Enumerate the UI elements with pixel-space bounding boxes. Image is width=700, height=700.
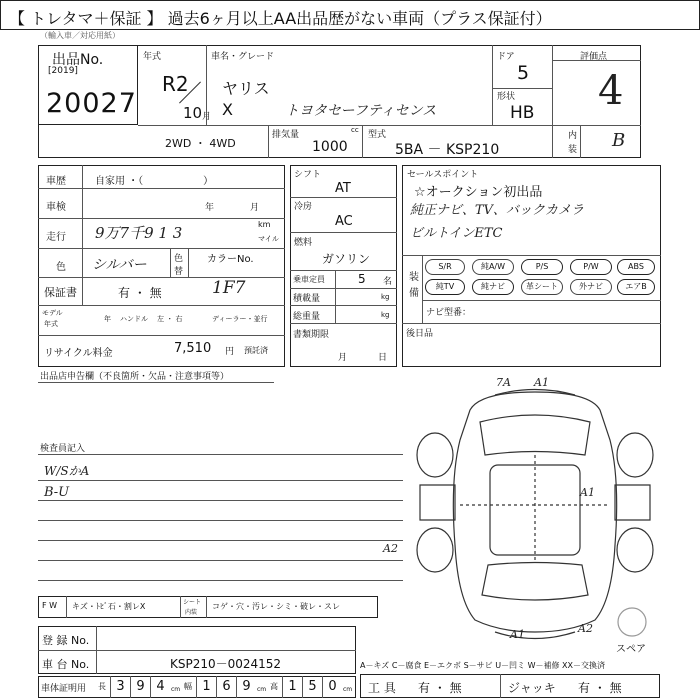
model-code-label: 型式 xyxy=(368,130,387,140)
equipment-navi-divider xyxy=(422,300,661,301)
mileage-unit-mile: マイル xyxy=(258,235,279,243)
doors-value: 5 xyxy=(517,62,530,84)
capacity-label: 乗車定員 xyxy=(293,275,325,284)
color-value: シルバー xyxy=(92,257,147,273)
tools-divider xyxy=(500,674,501,698)
model-name: ヤリス xyxy=(222,79,270,98)
recycle-label: リサイクル料金 xyxy=(44,348,113,359)
seller-notes-label: 出品店申告欄（不良箇所・欠品・注意事項等） xyxy=(40,372,230,382)
recycle-unit: 円 xyxy=(225,347,235,357)
fw-items: キズ・ﾄﾋﾞ石・割レX xyxy=(72,602,146,611)
displacement-unit: cc xyxy=(351,126,359,134)
chassis-label: 車 台 No. xyxy=(42,658,90,671)
damage-mark-3: A2 xyxy=(383,542,398,555)
gross-unit: kg xyxy=(381,311,390,319)
insp-line-1 xyxy=(38,454,403,455)
cert-digit: 9 xyxy=(236,676,256,698)
capacity-unit: 名 xyxy=(383,277,393,287)
cert-dimension-label: 長 xyxy=(98,682,106,691)
recycle-note: 預託済 xyxy=(244,346,268,355)
history-label: 車歴 xyxy=(46,176,66,187)
score-underline xyxy=(552,60,641,61)
mt-row-6 xyxy=(290,323,397,324)
equipment-label-col xyxy=(422,255,423,323)
doors-right-divider xyxy=(552,45,553,158)
inspection-label: 車検 xyxy=(46,202,66,213)
drive-text: 2WD ・ 4WD xyxy=(165,137,236,150)
doc-day: 日 xyxy=(378,353,388,363)
equipment-top xyxy=(402,255,661,256)
left-table xyxy=(38,165,285,367)
car-damage-diagram xyxy=(400,370,670,660)
after-divider xyxy=(402,323,661,324)
displacement-value: 1000 xyxy=(312,139,348,155)
damage-mark-1: 7A xyxy=(496,376,511,389)
year-divider xyxy=(206,45,207,125)
damage-mark-6: A1 xyxy=(510,628,525,641)
load-unit: kg xyxy=(381,293,390,301)
lot-year-tag: [2019] xyxy=(48,66,78,76)
inspection-year: 年 xyxy=(205,203,215,213)
doors-label: ドア xyxy=(497,52,515,62)
insp-line-6 xyxy=(38,560,403,561)
fuel-label: 燃料 xyxy=(294,238,313,248)
cert-digit: 4 xyxy=(150,676,170,698)
equipment-item: 純ナビ xyxy=(472,279,514,295)
cert-digit: 6 xyxy=(216,676,236,698)
color-no-value: 1F7 xyxy=(212,278,246,298)
recycle-value: 7,510 xyxy=(174,341,212,356)
damage-mark-2: A1 xyxy=(534,376,549,389)
interior-divider xyxy=(580,125,581,158)
cert-digit: 9 xyxy=(130,676,150,698)
spare-label: スペア xyxy=(616,644,646,655)
load-label: 積載量 xyxy=(293,294,321,304)
model-note: トヨタセーフティセンス xyxy=(285,103,437,119)
sales-point-line1: 純正ナビ、TV、バックカメラ xyxy=(410,203,584,218)
displacement-divider xyxy=(362,125,363,158)
insp-line-5 xyxy=(38,540,403,541)
insp-line-4 xyxy=(38,520,403,521)
mt-col xyxy=(335,270,336,323)
cert-digit: 1 xyxy=(196,676,216,698)
year-era: R2 xyxy=(162,72,189,96)
cert-label: 車体証明用 xyxy=(41,684,87,694)
year-label: 年式 xyxy=(143,52,162,62)
color-change-2: 替 xyxy=(174,267,184,277)
lt-row-1 xyxy=(38,188,285,189)
year-month-suffix: 月 xyxy=(202,112,212,122)
mt-row-3 xyxy=(290,270,397,271)
left-table-col xyxy=(82,165,83,305)
mt-row-1 xyxy=(290,197,397,198)
cert-dimension-label: 高 xyxy=(270,682,278,691)
fw-label: F W xyxy=(42,601,58,610)
body-type-label: 形状 xyxy=(497,92,516,102)
color-change-divider xyxy=(170,248,171,277)
jack-value: 有 ・ 無 xyxy=(578,681,622,695)
damage-legend: A－キズ C－腐食 E－エクボ S－サビ U－凹ミ W－補修 XX－交換済 xyxy=(360,661,606,670)
doc-label: 書類期限 xyxy=(293,330,330,340)
mileage-unit-km: km xyxy=(258,220,271,229)
seller-notes-underline xyxy=(38,382,274,383)
inspector-line1: W/SかA xyxy=(44,464,90,478)
ac-value: AC xyxy=(335,214,353,229)
shift-value: AT xyxy=(335,181,351,196)
seat-items: コゲ・穴・汚レ・シミ・破レ・スレ xyxy=(212,602,340,611)
cert-dimension-label: 幅 xyxy=(184,682,192,691)
lt-row-2 xyxy=(38,218,285,219)
year-month: 10 xyxy=(183,104,203,122)
score-interior-divider xyxy=(552,125,641,126)
equipment-item: ABS xyxy=(617,259,655,275)
equipment-item: 純TV xyxy=(425,279,465,295)
warranty-value: 有 ・ 無 xyxy=(118,286,162,300)
equipment-item: S/R xyxy=(425,259,465,275)
cert-digit: 0 xyxy=(322,676,342,698)
inspection-month: 月 xyxy=(250,203,260,213)
header-strip: （輸入車／対応用紙） xyxy=(40,31,120,40)
mt-row-4 xyxy=(290,288,397,289)
shift-label: シフト xyxy=(294,170,322,180)
lot-label: 出品No. xyxy=(52,52,104,68)
handle-label: ハンドル xyxy=(120,315,148,323)
reg-col xyxy=(96,626,97,674)
insp-line-3 xyxy=(38,500,403,501)
history-value: 自家用 ・（ ） xyxy=(95,176,214,187)
fuel-value: ガソリン xyxy=(322,252,371,266)
model-code-value: 5BA － KSP210 xyxy=(395,142,500,158)
cert-digit: 5 xyxy=(302,676,322,698)
score-label: 評価点 xyxy=(580,52,608,62)
interior-value: B xyxy=(612,130,626,151)
cert-unit: cm xyxy=(171,686,181,693)
score-value: 4 xyxy=(598,68,624,114)
color-label: 色 xyxy=(56,262,66,273)
inspector-label: 検査員記入 xyxy=(40,444,86,454)
mt-row-5 xyxy=(290,305,397,306)
model-divider xyxy=(492,45,493,125)
banner-text: 【 トレタマ＋保証 】 過去6ヶ月以上AA出品歴がない車両（プラス保証付） xyxy=(9,9,552,28)
capacity-value: 5 xyxy=(358,272,366,286)
model-label: 車名・グレード xyxy=(211,52,275,62)
navi-model-label: ナビ型番： xyxy=(426,308,472,318)
equipment-item: P/W xyxy=(570,259,612,275)
gross-label: 総重量 xyxy=(293,312,321,322)
cert-digit: 3 xyxy=(110,676,130,698)
lt-row-6 xyxy=(38,335,285,336)
lot-number: 20027 xyxy=(46,88,137,119)
interior-label-1: 内 xyxy=(568,131,578,141)
banner xyxy=(0,0,700,30)
cert-digit: 1 xyxy=(282,676,302,698)
tools-label: 工 具 xyxy=(368,681,396,695)
body-type-value: HB xyxy=(510,103,535,123)
color-no-label: カラーNo. xyxy=(207,254,254,265)
damage-mark-4: A1 xyxy=(580,486,595,499)
displacement-label: 排気量 xyxy=(272,130,300,140)
sales-point-label: セールスポイント xyxy=(407,170,479,180)
insp-line-2 xyxy=(38,480,403,481)
sales-point-line2: ビルトインETC xyxy=(410,226,503,241)
equipment-item: P/S xyxy=(521,259,563,275)
fw-col-1 xyxy=(66,596,67,618)
equipment-item: 純A/W xyxy=(472,259,514,275)
model-year-label-1: モデル xyxy=(42,309,63,317)
fw-col-3 xyxy=(206,596,207,618)
equipment-item: 革シート xyxy=(521,279,563,295)
drive-divider xyxy=(268,125,269,158)
warranty-label: 保証書 xyxy=(44,286,77,299)
mileage-label: 走行 xyxy=(46,232,66,243)
handle-value: 左 ・ 右 xyxy=(157,315,183,323)
header-row2-divider xyxy=(138,125,552,126)
seat-label-2: 内装 xyxy=(185,609,198,616)
equipment-item: 外ナビ xyxy=(570,279,612,295)
doc-month: 月 xyxy=(338,353,348,363)
color-no-divider xyxy=(188,248,189,277)
dealer-label: ディーラー・並行 xyxy=(212,315,268,323)
inspector-line2: B-U xyxy=(44,485,70,500)
fw-col-2 xyxy=(180,596,181,618)
after-label: 後日品 xyxy=(406,329,434,339)
seat-label-1: シート xyxy=(183,599,202,606)
equipment-label-2: 備 xyxy=(409,288,419,299)
jack-label: ジャッキ xyxy=(508,681,556,695)
sales-point-headline: ☆オークション初出品 xyxy=(414,185,543,200)
tools-value: 有 ・ 無 xyxy=(418,681,462,695)
reg-label: 登 録 No. xyxy=(42,634,90,647)
lt-row-3 xyxy=(38,248,285,249)
chassis-value: KSP210－0024152 xyxy=(170,657,282,671)
model-grade: X xyxy=(222,100,233,119)
mt-row-2 xyxy=(290,232,397,233)
reg-divider xyxy=(38,650,356,651)
damage-mark-5: A2 xyxy=(578,622,593,635)
color-change-1: 色 xyxy=(174,254,184,264)
model-year-label-2: 年式 xyxy=(44,320,58,328)
lt-row-5 xyxy=(38,305,285,306)
interior-label-2: 装 xyxy=(568,145,578,155)
mileage-value: 9万7千9 1 3 xyxy=(95,224,183,242)
lt-row-4 xyxy=(38,277,285,278)
insp-line-7 xyxy=(38,580,403,581)
ac-label: 冷房 xyxy=(294,202,313,212)
model-year-unit: 年 xyxy=(104,315,111,323)
cert-unit: cm xyxy=(343,686,353,693)
equipment-label-1: 装 xyxy=(409,272,419,283)
cert-unit: cm xyxy=(257,686,267,693)
equipment-item: エアB xyxy=(617,279,655,295)
